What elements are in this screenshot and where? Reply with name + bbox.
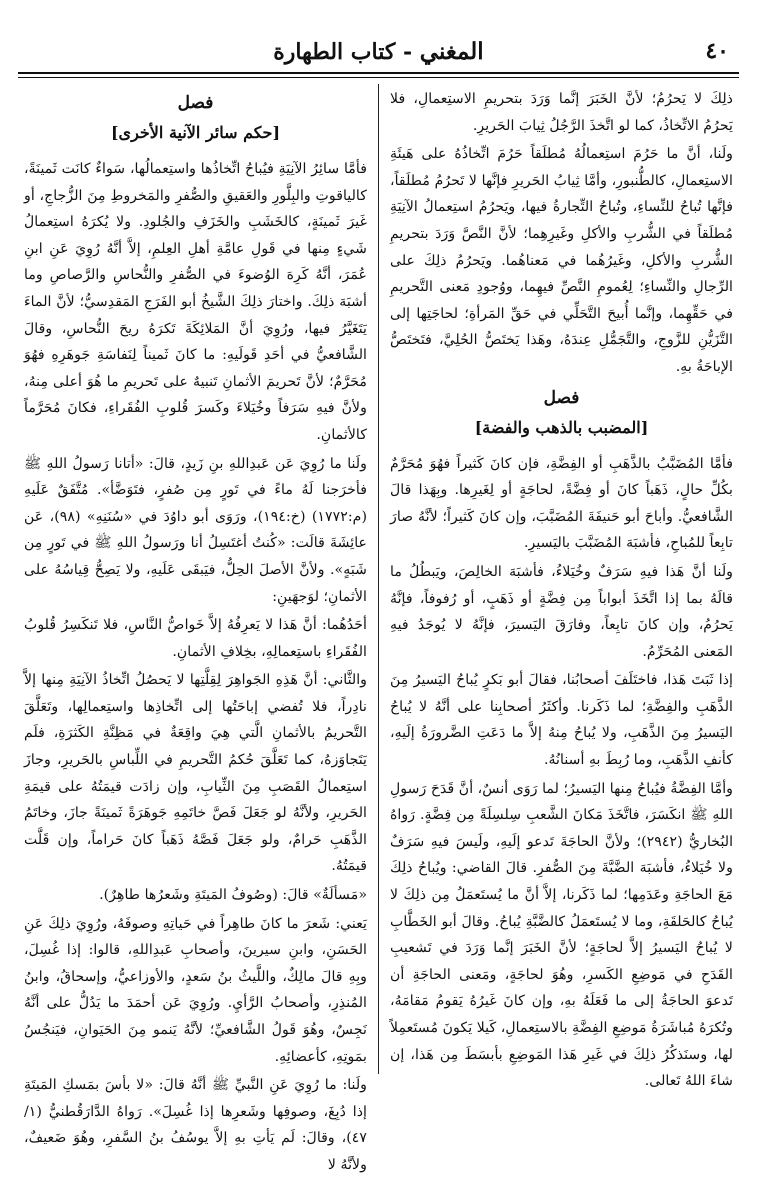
section-heading: فصل <box>543 387 580 408</box>
paragraph: وأمَّا الفِضَّةُ فيُباحُ مِنها اليَسيرُ؛ لما رَوَى أنسٌ، أنَّ قَدَحَ رَسولِ اللهِ ﷺ انكَسَرَ، فاتَّخَذَ مَكانَ الشَّعبِ سِلسِلَةً مِن فِضَّةٍ. رَواهُ البُخاريُّ (٢٩٤٢)؛ ولأنَّ الحاجَةَ تَدعو إلَيهِ، ولَيسَ فيهِ سَرَفٌ ولا خُيَلاءُ، فأشبَهَ الضَّبَّةَ مِنَ الصُّفرِ. قالَ القاضي: ويُباحُ ذلِكَ مَعَ الحاجَةِ وعَدَمِها؛ لما ذَكَرنا، إلاَّ أنَّ ما يُستَعمَلُ مِن ذلِكَ لا يُباحُ كالحَلقَةِ، وما لا يُستَعمَلُ كالضَّبَّةِ يُباحُ. وقالَ أبو الخَطَّابِ لا يُباحُ اليَسيرُ إلاَّ لحاجَةٍ؛ لأنَّ الخَبَرَ إنَّما وَرَدَ في تَشعيبِ القَدَحِ في مَوضِعِ الكَسرِ، وهُوَ لحاجَةٍ، ومَعنى الحاجَةِ أن تَدعوَ الحاجَةُ إلى ما فَعَلَهُ بهِ، وإن كانَ غَيرُهُ يَقومُ مَقامَهُ، وتُكرَهُ مُباشَرَةُ مَوضِعِ الفِضَّةِ بالاستِعمالِ، كَيلا يَكونَ مُستَعمِلاً لها، وسنَذكُرُ ذلِكَ في غَيرِ هَذا المَوضِعِ بأبسَطَ مِن هَذا، إن شاءَ اللهُ تَعالى. <box>390 780 734 1090</box>
paragraph: إذا ثَبَتَ هَذا، فاختَلَفَ أصحابُنا، فقالَ أبو بَكرٍ يُباحُ اليَسيرُ مِنَ الذَّهَبِ والفِضَّةِ؛ لما ذَكَرنا. وأكثَرُ أصحابِنا على أنَّهُ لا يُباحُ اليَسيرُ مِنَ الذَّهَبِ، ولا يُباحُ مِنهُ إلاَّ ما دَعَتِ الضَّرورَةُ إلَيهِ، كأنفِ الذَّهَبِ، وما رُبِطَ بهِ أسنانُهُ. <box>390 672 733 769</box>
paragraph: والثَّاني: أنَّ هَذِهِ الجَواهِرَ لِقِلَّتِها لا يَحصُلُ اتِّخاذُ الآنِيَةِ مِنها إلاَّ نادِراً، فلا تُفضي إباحَتُها إلى اتِّخاذِها واستِعمالِها، وتَعَلَّقَ التَّحريمُ بالأثمانِ الَّتي هِيَ واقِعَةٌ في مَظِنَّةِ الكَثرَةِ، فلَم يَتَجاوَزهُ، كما تَعَلَّقَ حُكمُ التَّحريمِ في اللِّباسِ بالحَريرِ، وجازَ استِعمالُ القَصَبِ مِنَ الثِّيابِ، وإن زادَت قيمَتُهُ على قيمَةِ الحَريرِ، ولأنَّهُ لو جَعَلَ فَصَّ خاتَمِهِ جَوهَرَةً ثَمينَةً جازَ، وخاتَمُ الذَّهَبِ حَرامٌ، ولو جَعَلَ فَصَّهُ ذَهَباً كانَ حَراماً، وإن قَلَّت قيمَتُهُ. <box>24 672 367 875</box>
page-number: ٤٠ <box>705 38 729 64</box>
paragraph: فأمَّا سائِرُ الآنِيَةِ فيُباحُ اتِّخاذُها واستِعمالُها، سَواءٌ كانَت ثَمينَةً، كالياقوتِ والبِلَّورِ والعَقيقِ والصُّفرِ والمَخروطِ مِنَ الزُّجاجِ، أو غَيرَ ثَمينَةٍ، كالخَشَبِ والخَزَفِ والجُلودِ. ولا يُكرَهُ استِعمالُ شَيءٍ مِنها في قَولِ عامَّةِ أهلِ العِلمِ، إلاَّ أنَّهُ رُوِيَ عَنِ ابنِ عُمَرَ، أنَّهُ كَرِهَ الوُضوءَ في الصُّفرِ والنُّحاسِ والرَّصاصِ وما أشبَهَ ذلِكَ. واختارَ ذلِكَ الشَّيخُ أبو الفَرَجِ المَقدِسيُّ؛ لأنَّ الماءَ يَتَغَيَّرُ فيها، ورُوِيَ أنَّ المَلائِكَةَ تَكرَهُ ريحَ النُّحاسِ، وقالَ الشَّافعيُّ في أحَدِ قَولَيهِ: ما كانَ ثَميناً لِنَفاسَةِ جَوهَرِهِ فهُوَ مُحَرَّمٌ؛ لأنَّ تَحريمَ الأثمانِ تَنبيهٌ على تَحريمِ ما هُوَ أعلى مِنهُ، ولأنَّ فيهِ سَرَفاً وخُيَلاءَ وكَسرَ قُلوبِ الفُقَراءِ، فكانَ مُحَرَّماً كالأثمانِ. <box>24 161 367 443</box>
column-divider <box>378 84 379 1074</box>
masala-heading: «مَسألَةٌ» قالَ: (وصُوفُ المَيتَةِ وشَعرُها طاهِرٌ). <box>99 887 367 904</box>
paragraph: ولَنا: ما رُوِيَ عَنِ النَّبيِّ ﷺ أنَّهُ قالَ: «لا بأسَ بمَسكِ المَيتَةِ إذا دُبِغَ، وصوفِها وشَعرِها إذا غُسِلَ». رَواهُ الدَّارَقُطنيُّ (١/ ٤٧)، وقالَ: لَم يَأتِ بهِ إلاَّ يوسُفُ بنُ السَّفرِ، وهُوَ ضَعيفٌ، ولأنَّهُ لا <box>24 1077 367 1173</box>
section-title: [حكم سائر الآنية الأخرى] <box>110 123 281 142</box>
paragraph: ذلِكَ لا يَحرُمُ؛ لأنَّ الخَبَرَ إنَّما وَرَدَ بتحريمِ الاستِعمالِ، فلا يَحرُمُ الاتِّخاذُ، كما لو اتَّخذَ الرَّجُلُ ثِيابَ الحَريرِ. <box>390 91 733 134</box>
paragraph: أحَدُهُما: أنَّ هَذا لا يَعرِفُهُ إلاَّ خَواصُّ النَّاسِ، فلا تَنكَسِرُ قُلوبُ الفُقَراءِ باستِعمالِهِ، بخِلافِ الأثمانِ. <box>24 617 367 660</box>
right-column <box>390 86 734 1090</box>
paragraph: ولَنا ما رُوِيَ عَن عَبدِاللهِ بنِ زَيدٍ، قالَ: «أتانا رَسولُ اللهِ ﷺ فأخرَجنا لَهُ ماءً في تَورٍ مِن صُفرٍ، فتَوَضَّأ». مُتَّفَقٌ عَلَيهِ (م:١٧٧٢) (خ:١٩٤)، ورَوَى أبو داوُدَ في «سُنَنِهِ» (٩٨)، عَن عائِشَةَ قالَت: «كُنتُ أغتَسِلُ أنا ورَسولُ اللهِ ﷺ في تَورٍ مِن شَبَهٍ». ولأنَّ الأصلَ الحِلُّ، فيَبقَى عَلَيهِ، ولا يَصِحُّ قِياسُهُ على الأثمانِ؛ لوَجهَينِ: <box>24 455 367 605</box>
paragraph: يَعني: شَعرَ ما كانَ طاهِراً في حَياتِهِ وصوفَهُ، ورُوِيَ ذلِكَ عَنِ الحَسَنِ، وابنِ سيرينَ، وأصحابِ عَبدِاللهِ، قالوا: إذا غُسِلَ، وبِهِ قالَ مالِكٌ، واللَّيثُ بنُ سَعدٍ، والأوزاعيُّ، وإسحاقُ، وابنُ المُنذِرِ، وأصحابُ الرَّأيِ. ورُوِيَ عَن أحمَدَ ما يَدُلُّ على أنَّهُ نَجِسٌ، وهُوَ قَولُ الشَّافعيِّ؛ لأنَّهُ يَنمو مِنَ الحَيَوانِ، فيَنجُسُ بمَوتِهِ، كأعضائِهِ. <box>24 915 367 1065</box>
paragraph: ولَنا، أنَّ ما حَرُمَ استِعمالُهُ مُطلَقاً حَرُمَ اتِّخاذُهُ على هَيئَةِ الاستِعمالِ، كالطُّنبورِ، وأمَّا ثِيابُ الحَريرِ فإنَّها لا تَحرُمُ مُطلَقاً، فإنَّها تُباحُ للنِّساءِ، وتُباحُ التِّجارةُ فيها، ويَحرُمُ استِعمالُ الآنِيَةِ مُطلَقاً في الشُّربِ والأكلِ وغَيرِهِما؛ لأنَّ النَّصَّ وَرَدَ بتحريمِ الشُّربِ والأكلِ، وغَيرُهُما في مَعناهُما. ويَحرُمُ ذلِكَ على الرِّجالِ والنِّساءِ؛ لِعُمومِ النَّصِّ فيهِما، ووُجودِ مَعنى التَّحريمِ في حَقِّهِما، وإنَّما أُبيحَ التَّحَلِّي في حَقِّ المَرأةِ؛ لحاجَتِها إلى التَّزَيُّنِ للزَّوجِ، والتَّجَمُّلِ عِندَهُ، وهَذا يَختَصُّ الحُلِيَّ، فتَختَصُّ الإباحَةُ بهِ. <box>390 146 733 375</box>
header-rule <box>18 72 739 78</box>
paragraph: فأمَّا المُضَبَّبُ بالذَّهَبِ أو الفِضَّةِ، فإن كانَ كَثيراً فهُوَ مُحَرَّمٌ بكُلِّ حالٍ، ذَهَباً كانَ أو فِضَّةً، لحاجَةٍ أو لِغَيرِها. وبِهَذا قالَ الشَّافعيُّ. وأباحَ أبو حَنيفَةَ المُضَبَّبَ، وإن كانَ كَثيراً؛ لأنَّهُ صارَ تابِعاً للمُباحِ، فأشبَهَ المُضَبَّبَ باليَسيرِ. <box>390 455 733 552</box>
left-column <box>24 86 367 1173</box>
book-name: المغني <box>419 38 484 65</box>
page-header <box>18 34 739 70</box>
running-title <box>18 38 739 65</box>
paragraph: ولَنا أنَّ هَذا فيهِ سَرَفٌ وخُيَلاءُ، فأشبَهَ الخالِصَ، ويَبطُلُ ما قالَهُ بما إذا اتَّخَذَ أبواباً مِن فِضَّةٍ أو ذَهَبٍ، أو رُفوفاً، فإنَّهُ يَحرُمُ، وإن كانَ تابِعاً، وفارَقَ اليَسيرَ، فإنَّهُ لا يُوجَدُ فيهِ المَعنى المُحَرِّمُ. <box>390 563 733 660</box>
section-title: [المضبب بالذهب والفضة] <box>474 417 649 437</box>
chapter-name: - كتاب الطهارة <box>273 39 413 65</box>
section-heading: فصل <box>177 93 214 113</box>
